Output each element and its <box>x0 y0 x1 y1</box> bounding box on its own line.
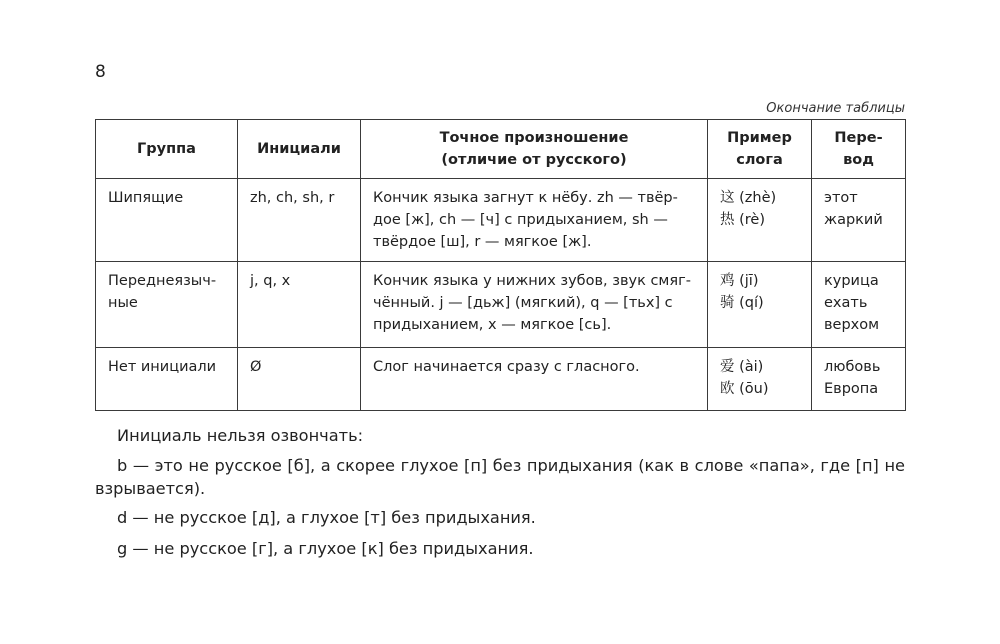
body-paragraph-b: b — это не русское [б], а скорее глухое [п] без придыхания (как в слове «папа», где [п] не взрывается). <box>95 456 905 498</box>
pronunciation-line: придыханием, x — мягкое [сь]. <box>373 317 612 333</box>
translation-line: курица <box>824 273 879 289</box>
header-example-line-2: слога <box>736 152 783 168</box>
group-line: ные <box>108 295 138 311</box>
cell-translation <box>812 179 906 262</box>
example-syllable: 鸡 (jī) <box>720 273 759 289</box>
group-line: Шипящие <box>108 190 184 206</box>
cell-initials: zh, ch, sh, r <box>238 179 361 262</box>
header-pronunciation-line-2: (отличие от русского) <box>441 152 627 168</box>
initials-table <box>95 119 906 411</box>
pronunciation-line: твёрдое [ш], r — мягкое [ж]. <box>373 234 592 250</box>
cell-group <box>96 179 238 262</box>
translation-line: ехать <box>824 295 868 311</box>
body-paragraph-d: d — не русское [д], а глухое [т] без придыхания. <box>117 508 536 527</box>
cell-examples <box>708 262 812 348</box>
body-intro-paragraph: Инициаль нельзя озвончать: <box>117 426 364 445</box>
pronunciation-line: чённый. j — [дьж] (мягкий), q — [тьх] с <box>373 295 673 311</box>
cell-pronunciation <box>361 262 708 348</box>
table-row <box>96 262 906 348</box>
table-row <box>96 179 906 262</box>
header-pronunciation <box>361 120 708 179</box>
header-group: Группа <box>96 120 238 179</box>
cell-examples <box>708 179 812 262</box>
example-syllable: 欧 (ōu) <box>720 381 769 397</box>
header-pronunciation-line-1: Точное произношение <box>439 130 629 146</box>
table-caption: Окончание таблицы <box>766 101 905 116</box>
table-header-row <box>96 120 906 179</box>
page-number: 8 <box>95 62 106 82</box>
cell-pronunciation <box>361 179 708 262</box>
header-example <box>708 120 812 179</box>
cell-pronunciation <box>361 348 708 411</box>
cell-initials: j, q, x <box>238 262 361 348</box>
example-syllable: 这 (zhè) <box>720 190 777 206</box>
cell-translation <box>812 262 906 348</box>
cell-group <box>96 348 238 411</box>
pronunciation-line: дое [ж], ch — [ч] с придыханием, sh — <box>373 212 668 228</box>
translation-line: Европа <box>824 381 879 397</box>
body-paragraph-g: g — не русское [г], а глухое [к] без придыхания. <box>117 539 534 558</box>
cell-initials: Ø <box>238 348 361 411</box>
pronunciation-line: Слог начинается сразу с гласного. <box>373 359 640 375</box>
pronunciation-line: Кончик языка загнут к нёбу. zh — твёр- <box>373 190 678 206</box>
translation-line: верхом <box>824 317 880 333</box>
header-translation-line-1: Пере- <box>834 130 883 146</box>
cell-group <box>96 262 238 348</box>
translation-line: любовь <box>824 359 881 375</box>
example-syllable: 爱 (ài) <box>720 359 764 375</box>
translation-line: этот <box>824 190 858 206</box>
cell-examples <box>708 348 812 411</box>
example-syllable: 热 (rè) <box>720 212 765 228</box>
group-line: Переднеязыч- <box>108 273 217 289</box>
pronunciation-line: Кончик языка у нижних зубов, звук смяг- <box>373 273 691 289</box>
table-row <box>96 348 906 411</box>
header-translation <box>812 120 906 179</box>
example-syllable: 骑 (qí) <box>720 295 764 311</box>
header-translation-line-2: вод <box>843 152 874 168</box>
group-line: Нет инициали <box>108 359 217 375</box>
header-example-line-1: Пример <box>727 130 792 146</box>
header-initials: Инициали <box>238 120 361 179</box>
translation-line: жаркий <box>824 212 883 228</box>
cell-translation <box>812 348 906 411</box>
